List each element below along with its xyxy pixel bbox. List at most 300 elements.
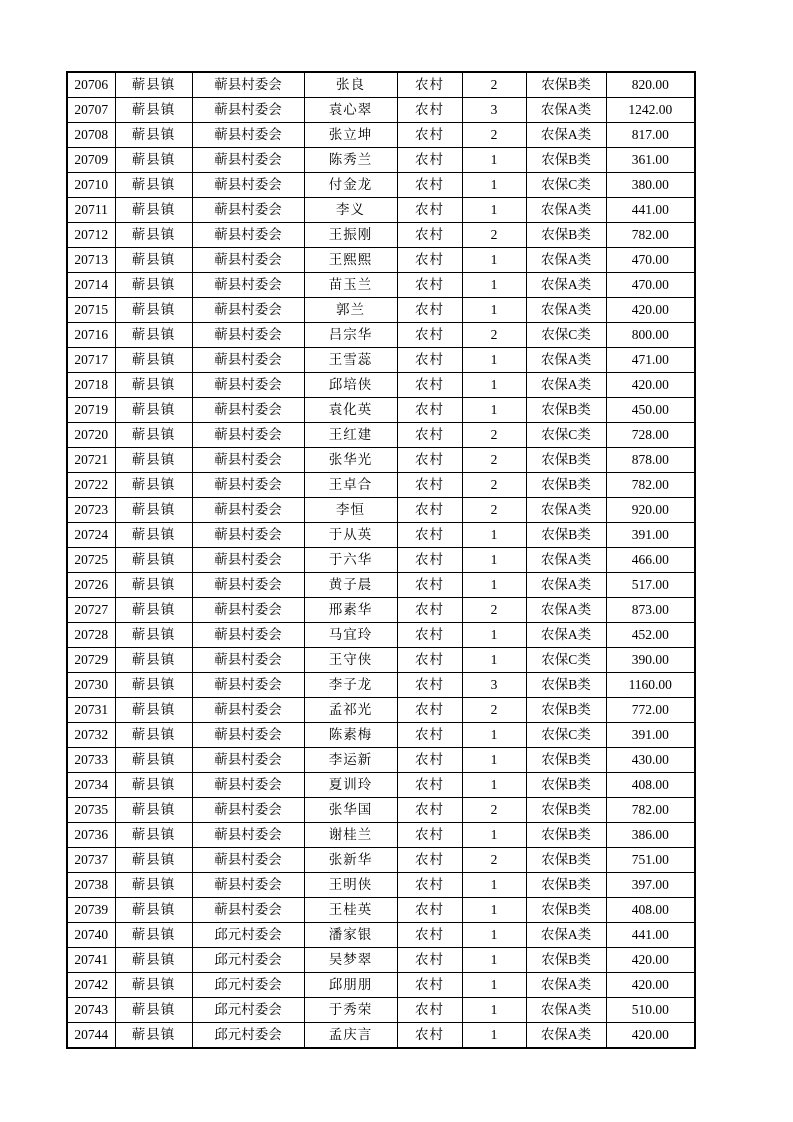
cell-person-count: 2 (462, 798, 526, 823)
cell-serial-number: 20736 (67, 823, 115, 848)
cell-village-committee: 蕲县村委会 (192, 223, 304, 248)
cell-residence-type: 农村 (397, 748, 462, 773)
cell-insurance-type: 农保B类 (526, 448, 606, 473)
table-row (67, 248, 695, 273)
cell-serial-number: 20725 (67, 548, 115, 573)
cell-person-count: 1 (462, 198, 526, 223)
cell-insurance-type: 农保B类 (526, 798, 606, 823)
cell-village-committee: 蕲县村委会 (192, 273, 304, 298)
cell-insurance-type: 农保B类 (526, 948, 606, 973)
cell-person-count: 2 (462, 72, 526, 98)
cell-person-name: 王振刚 (304, 223, 397, 248)
table-row (67, 473, 695, 498)
table-row (67, 923, 695, 948)
table-row (67, 398, 695, 423)
cell-person-count: 1 (462, 748, 526, 773)
cell-insurance-type: 农保B类 (526, 72, 606, 98)
cell-serial-number: 20713 (67, 248, 115, 273)
cell-amount: 420.00 (606, 1023, 695, 1049)
table-row (67, 148, 695, 173)
cell-village-committee: 蕲县村委会 (192, 898, 304, 923)
cell-village-committee: 邱元村委会 (192, 998, 304, 1023)
cell-residence-type: 农村 (397, 548, 462, 573)
cell-town: 蕲县镇 (115, 373, 192, 398)
cell-serial-number: 20744 (67, 1023, 115, 1049)
cell-person-name: 张立坤 (304, 123, 397, 148)
cell-serial-number: 20727 (67, 598, 115, 623)
cell-amount: 820.00 (606, 72, 695, 98)
cell-village-committee: 蕲县村委会 (192, 623, 304, 648)
cell-amount: 817.00 (606, 123, 695, 148)
cell-insurance-type: 农保A类 (526, 998, 606, 1023)
cell-village-committee: 蕲县村委会 (192, 298, 304, 323)
cell-person-name: 孟祁光 (304, 698, 397, 723)
cell-village-committee: 蕲县村委会 (192, 873, 304, 898)
cell-insurance-type: 农保B类 (526, 223, 606, 248)
cell-residence-type: 农村 (397, 498, 462, 523)
table-row (67, 998, 695, 1023)
cell-amount: 800.00 (606, 323, 695, 348)
cell-person-name: 谢桂兰 (304, 823, 397, 848)
cell-village-committee: 蕲县村委会 (192, 373, 304, 398)
cell-village-committee: 蕲县村委会 (192, 148, 304, 173)
cell-insurance-type: 农保A类 (526, 548, 606, 573)
cell-amount: 420.00 (606, 373, 695, 398)
cell-village-committee: 蕲县村委会 (192, 523, 304, 548)
cell-person-count: 1 (462, 1023, 526, 1049)
cell-village-committee: 蕲县村委会 (192, 573, 304, 598)
cell-amount: 391.00 (606, 523, 695, 548)
cell-person-name: 袁心翠 (304, 98, 397, 123)
cell-amount: 517.00 (606, 573, 695, 598)
cell-insurance-type: 农保B类 (526, 848, 606, 873)
cell-town: 蕲县镇 (115, 173, 192, 198)
cell-person-count: 1 (462, 373, 526, 398)
cell-person-count: 1 (462, 923, 526, 948)
cell-insurance-type: 农保B类 (526, 898, 606, 923)
cell-person-name: 吴梦翠 (304, 948, 397, 973)
cell-serial-number: 20718 (67, 373, 115, 398)
cell-residence-type: 农村 (397, 348, 462, 373)
cell-village-committee: 蕲县村委会 (192, 448, 304, 473)
cell-person-count: 1 (462, 623, 526, 648)
cell-residence-type: 农村 (397, 198, 462, 223)
cell-village-committee: 蕲县村委会 (192, 673, 304, 698)
cell-village-committee: 蕲县村委会 (192, 398, 304, 423)
cell-person-name: 陈素梅 (304, 723, 397, 748)
cell-person-name: 于秀荣 (304, 998, 397, 1023)
cell-town: 蕲县镇 (115, 323, 192, 348)
cell-serial-number: 20729 (67, 648, 115, 673)
cell-town: 蕲县镇 (115, 248, 192, 273)
cell-person-name: 李恒 (304, 498, 397, 523)
cell-village-committee: 蕲县村委会 (192, 748, 304, 773)
cell-residence-type: 农村 (397, 823, 462, 848)
cell-insurance-type: 农保B类 (526, 823, 606, 848)
cell-insurance-type: 农保B类 (526, 748, 606, 773)
cell-residence-type: 农村 (397, 223, 462, 248)
table-row (67, 873, 695, 898)
cell-town: 蕲县镇 (115, 748, 192, 773)
cell-insurance-type: 农保B类 (526, 473, 606, 498)
cell-person-count: 2 (462, 848, 526, 873)
cell-residence-type: 农村 (397, 598, 462, 623)
cell-serial-number: 20739 (67, 898, 115, 923)
cell-town: 蕲县镇 (115, 448, 192, 473)
cell-insurance-type: 农保B类 (526, 673, 606, 698)
cell-amount: 728.00 (606, 423, 695, 448)
cell-person-count: 3 (462, 98, 526, 123)
cell-town: 蕲县镇 (115, 198, 192, 223)
table-row (67, 948, 695, 973)
cell-village-committee: 蕲县村委会 (192, 648, 304, 673)
cell-residence-type: 农村 (397, 373, 462, 398)
cell-amount: 452.00 (606, 623, 695, 648)
cell-residence-type: 农村 (397, 573, 462, 598)
cell-residence-type: 农村 (397, 948, 462, 973)
cell-residence-type: 农村 (397, 298, 462, 323)
cell-residence-type: 农村 (397, 248, 462, 273)
cell-village-committee: 蕲县村委会 (192, 173, 304, 198)
cell-town: 蕲县镇 (115, 798, 192, 823)
cell-insurance-type: 农保A类 (526, 623, 606, 648)
cell-town: 蕲县镇 (115, 998, 192, 1023)
cell-person-count: 1 (462, 648, 526, 673)
cell-residence-type: 农村 (397, 673, 462, 698)
cell-person-name: 邱朋朋 (304, 973, 397, 998)
table-row (67, 723, 695, 748)
cell-amount: 466.00 (606, 548, 695, 573)
cell-town: 蕲县镇 (115, 348, 192, 373)
cell-residence-type: 农村 (397, 873, 462, 898)
cell-serial-number: 20721 (67, 448, 115, 473)
table-row (67, 498, 695, 523)
cell-village-committee: 蕲县村委会 (192, 72, 304, 98)
table-row (67, 673, 695, 698)
cell-village-committee: 蕲县村委会 (192, 348, 304, 373)
cell-person-name: 郭兰 (304, 298, 397, 323)
cell-village-committee: 蕲县村委会 (192, 198, 304, 223)
cell-village-committee: 蕲县村委会 (192, 248, 304, 273)
table-row (67, 423, 695, 448)
cell-insurance-type: 农保C类 (526, 173, 606, 198)
cell-person-name: 苗玉兰 (304, 273, 397, 298)
cell-person-count: 1 (462, 773, 526, 798)
cell-residence-type: 农村 (397, 523, 462, 548)
cell-amount: 873.00 (606, 598, 695, 623)
cell-amount: 510.00 (606, 998, 695, 1023)
cell-town: 蕲县镇 (115, 648, 192, 673)
cell-amount: 471.00 (606, 348, 695, 373)
cell-person-name: 李子龙 (304, 673, 397, 698)
table-row (67, 273, 695, 298)
table-row (67, 448, 695, 473)
cell-residence-type: 农村 (397, 273, 462, 298)
table-row (67, 298, 695, 323)
cell-person-count: 1 (462, 348, 526, 373)
cell-amount: 408.00 (606, 773, 695, 798)
cell-insurance-type: 农保A类 (526, 273, 606, 298)
cell-village-committee: 蕲县村委会 (192, 98, 304, 123)
cell-person-count: 2 (462, 323, 526, 348)
cell-insurance-type: 农保B类 (526, 873, 606, 898)
cell-residence-type: 农村 (397, 173, 462, 198)
cell-town: 蕲县镇 (115, 773, 192, 798)
table-row (67, 973, 695, 998)
cell-serial-number: 20734 (67, 773, 115, 798)
cell-amount: 470.00 (606, 273, 695, 298)
cell-village-committee: 蕲县村委会 (192, 598, 304, 623)
cell-serial-number: 20735 (67, 798, 115, 823)
cell-insurance-type: 农保A类 (526, 1023, 606, 1049)
cell-insurance-type: 农保A类 (526, 98, 606, 123)
cell-person-name: 王守侠 (304, 648, 397, 673)
cell-person-count: 1 (462, 998, 526, 1023)
cell-person-name: 李运新 (304, 748, 397, 773)
cell-amount: 430.00 (606, 748, 695, 773)
cell-residence-type: 农村 (397, 398, 462, 423)
cell-serial-number: 20740 (67, 923, 115, 948)
cell-person-count: 1 (462, 148, 526, 173)
cell-insurance-type: 农保C类 (526, 723, 606, 748)
cell-serial-number: 20732 (67, 723, 115, 748)
cell-amount: 878.00 (606, 448, 695, 473)
cell-insurance-type: 农保A类 (526, 498, 606, 523)
cell-amount: 380.00 (606, 173, 695, 198)
cell-person-count: 2 (462, 123, 526, 148)
cell-insurance-type: 农保A类 (526, 973, 606, 998)
cell-insurance-type: 农保A类 (526, 248, 606, 273)
cell-town: 蕲县镇 (115, 223, 192, 248)
table-row (67, 648, 695, 673)
cell-person-count: 1 (462, 273, 526, 298)
cell-serial-number: 20717 (67, 348, 115, 373)
cell-person-count: 2 (462, 223, 526, 248)
cell-serial-number: 20707 (67, 98, 115, 123)
cell-person-name: 马宜玲 (304, 623, 397, 648)
cell-serial-number: 20726 (67, 573, 115, 598)
cell-amount: 441.00 (606, 198, 695, 223)
cell-amount: 450.00 (606, 398, 695, 423)
cell-person-name: 张华国 (304, 798, 397, 823)
cell-person-name: 邱培侠 (304, 373, 397, 398)
cell-insurance-type: 农保A类 (526, 598, 606, 623)
cell-serial-number: 20737 (67, 848, 115, 873)
cell-person-count: 2 (462, 473, 526, 498)
cell-person-count: 1 (462, 973, 526, 998)
cell-town: 蕲县镇 (115, 923, 192, 948)
cell-serial-number: 20716 (67, 323, 115, 348)
cell-amount: 920.00 (606, 498, 695, 523)
table-row (67, 698, 695, 723)
cell-residence-type: 农村 (397, 848, 462, 873)
cell-insurance-type: 农保A类 (526, 923, 606, 948)
cell-amount: 361.00 (606, 148, 695, 173)
cell-person-name: 于六华 (304, 548, 397, 573)
cell-town: 蕲县镇 (115, 673, 192, 698)
cell-town: 蕲县镇 (115, 148, 192, 173)
cell-serial-number: 20719 (67, 398, 115, 423)
cell-village-committee: 蕲县村委会 (192, 498, 304, 523)
cell-person-name: 孟庆言 (304, 1023, 397, 1049)
cell-residence-type: 农村 (397, 623, 462, 648)
cell-person-count: 3 (462, 673, 526, 698)
cell-town: 蕲县镇 (115, 473, 192, 498)
cell-amount: 782.00 (606, 473, 695, 498)
cell-insurance-type: 农保C类 (526, 648, 606, 673)
cell-serial-number: 20709 (67, 148, 115, 173)
cell-village-committee: 蕲县村委会 (192, 848, 304, 873)
cell-serial-number: 20706 (67, 72, 115, 98)
cell-person-count: 1 (462, 898, 526, 923)
cell-serial-number: 20723 (67, 498, 115, 523)
cell-person-count: 2 (462, 598, 526, 623)
cell-town: 蕲县镇 (115, 598, 192, 623)
table-row (67, 98, 695, 123)
table-row (67, 748, 695, 773)
cell-village-committee: 蕲县村委会 (192, 698, 304, 723)
cell-residence-type: 农村 (397, 923, 462, 948)
table-row (67, 348, 695, 373)
cell-town: 蕲县镇 (115, 298, 192, 323)
cell-residence-type: 农村 (397, 898, 462, 923)
cell-town: 蕲县镇 (115, 898, 192, 923)
cell-town: 蕲县镇 (115, 823, 192, 848)
cell-residence-type: 农村 (397, 798, 462, 823)
cell-insurance-type: 农保A类 (526, 573, 606, 598)
cell-serial-number: 20733 (67, 748, 115, 773)
cell-town: 蕲县镇 (115, 948, 192, 973)
insurance-roster-table (66, 71, 696, 1049)
cell-serial-number: 20715 (67, 298, 115, 323)
cell-person-name: 黄子晨 (304, 573, 397, 598)
cell-residence-type: 农村 (397, 698, 462, 723)
cell-residence-type: 农村 (397, 123, 462, 148)
table-row (67, 198, 695, 223)
cell-person-count: 1 (462, 723, 526, 748)
table-row (67, 173, 695, 198)
cell-insurance-type: 农保A类 (526, 373, 606, 398)
cell-person-name: 王红建 (304, 423, 397, 448)
cell-town: 蕲县镇 (115, 72, 192, 98)
cell-town: 蕲县镇 (115, 523, 192, 548)
cell-town: 蕲县镇 (115, 98, 192, 123)
cell-person-name: 王雪蕊 (304, 348, 397, 373)
cell-amount: 751.00 (606, 848, 695, 873)
table-row (67, 848, 695, 873)
cell-amount: 1160.00 (606, 673, 695, 698)
cell-residence-type: 农村 (397, 323, 462, 348)
cell-serial-number: 20743 (67, 998, 115, 1023)
cell-serial-number: 20742 (67, 973, 115, 998)
table-row (67, 373, 695, 398)
cell-town: 蕲县镇 (115, 623, 192, 648)
cell-person-name: 潘家银 (304, 923, 397, 948)
cell-serial-number: 20741 (67, 948, 115, 973)
cell-residence-type: 农村 (397, 773, 462, 798)
cell-amount: 420.00 (606, 973, 695, 998)
cell-town: 蕲县镇 (115, 398, 192, 423)
cell-residence-type: 农村 (397, 148, 462, 173)
cell-village-committee: 邱元村委会 (192, 923, 304, 948)
cell-amount: 408.00 (606, 898, 695, 923)
cell-person-name: 王熙熙 (304, 248, 397, 273)
cell-town: 蕲县镇 (115, 123, 192, 148)
cell-village-committee: 邱元村委会 (192, 973, 304, 998)
cell-serial-number: 20728 (67, 623, 115, 648)
cell-town: 蕲县镇 (115, 873, 192, 898)
cell-residence-type: 农村 (397, 973, 462, 998)
cell-residence-type: 农村 (397, 72, 462, 98)
cell-serial-number: 20708 (67, 123, 115, 148)
cell-person-count: 1 (462, 173, 526, 198)
cell-person-name: 陈秀兰 (304, 148, 397, 173)
cell-town: 蕲县镇 (115, 423, 192, 448)
cell-person-count: 2 (462, 423, 526, 448)
cell-person-count: 1 (462, 398, 526, 423)
cell-residence-type: 农村 (397, 423, 462, 448)
cell-village-committee: 蕲县村委会 (192, 823, 304, 848)
cell-person-count: 1 (462, 248, 526, 273)
cell-person-name: 邢素华 (304, 598, 397, 623)
cell-town: 蕲县镇 (115, 848, 192, 873)
cell-amount: 782.00 (606, 798, 695, 823)
table-row (67, 598, 695, 623)
cell-serial-number: 20738 (67, 873, 115, 898)
cell-person-count: 1 (462, 548, 526, 573)
cell-village-committee: 邱元村委会 (192, 948, 304, 973)
table-row (67, 573, 695, 598)
cell-person-count: 2 (462, 498, 526, 523)
cell-person-name: 袁化英 (304, 398, 397, 423)
cell-person-count: 1 (462, 948, 526, 973)
cell-serial-number: 20722 (67, 473, 115, 498)
cell-serial-number: 20710 (67, 173, 115, 198)
cell-serial-number: 20712 (67, 223, 115, 248)
cell-person-count: 1 (462, 523, 526, 548)
cell-person-count: 1 (462, 298, 526, 323)
cell-village-committee: 蕲县村委会 (192, 123, 304, 148)
cell-village-committee: 蕲县村委会 (192, 723, 304, 748)
cell-village-committee: 蕲县村委会 (192, 548, 304, 573)
cell-amount: 420.00 (606, 948, 695, 973)
cell-serial-number: 20711 (67, 198, 115, 223)
cell-town: 蕲县镇 (115, 723, 192, 748)
cell-person-count: 1 (462, 873, 526, 898)
cell-town: 蕲县镇 (115, 973, 192, 998)
cell-person-name: 付金龙 (304, 173, 397, 198)
cell-insurance-type: 农保B类 (526, 148, 606, 173)
cell-village-committee: 蕲县村委会 (192, 423, 304, 448)
table-row (67, 548, 695, 573)
cell-person-name: 张良 (304, 72, 397, 98)
table-row (67, 898, 695, 923)
cell-village-committee: 邱元村委会 (192, 1023, 304, 1049)
cell-insurance-type: 农保B类 (526, 398, 606, 423)
cell-person-name: 张华光 (304, 448, 397, 473)
cell-residence-type: 农村 (397, 473, 462, 498)
cell-serial-number: 20714 (67, 273, 115, 298)
cell-amount: 386.00 (606, 823, 695, 848)
table-row (67, 123, 695, 148)
table-row (67, 223, 695, 248)
cell-amount: 390.00 (606, 648, 695, 673)
table-row (67, 623, 695, 648)
cell-amount: 1242.00 (606, 98, 695, 123)
cell-person-count: 1 (462, 823, 526, 848)
cell-residence-type: 农村 (397, 723, 462, 748)
cell-person-name: 王桂英 (304, 898, 397, 923)
